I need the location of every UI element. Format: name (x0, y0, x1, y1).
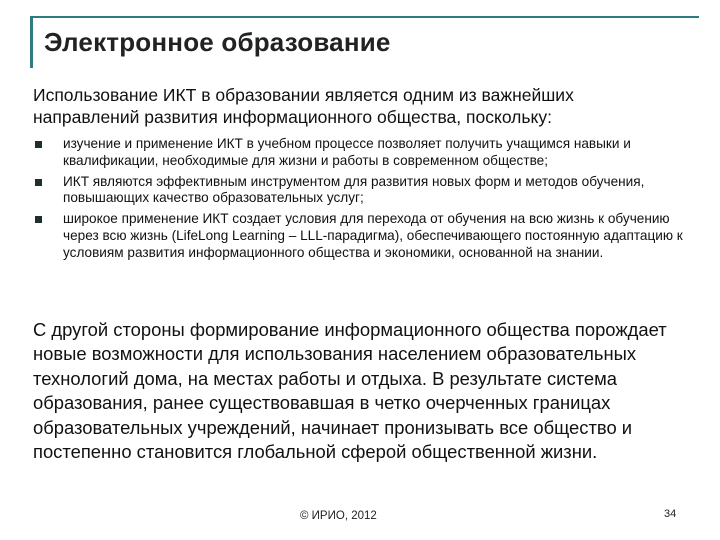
bullet-text: ИКТ являются эффективным инструментом для развития новых форм и методов обучения, повышающих качество образовательных услуг; (63, 173, 645, 206)
bullet-text: широкое применение ИКТ создает условия для перехода от обучения на всю жизнь к обучению через всю жизнь (LifeLong Learning – LLL-парадигма), обеспечивающего постоянную адаптацию к условиям развития информационного общества и экономики, основанной на знании. (63, 211, 683, 260)
square-bullet-icon (35, 216, 42, 223)
intro-paragraph: Использование ИКТ в образовании является одним из важнейших направлений развития информационного общества, поскольку: (33, 85, 574, 127)
square-bullet-icon (35, 179, 42, 186)
main-paragraph: С другой стороны формирование информационного общества порождает новые возможности для использования населением образовательных технологий дома, на местах работы и отдыха. В результате система образования, ранее существовавшая в четко очерченных границах образовательных учреждений, начинает пронизывать все общество и постепенно становится глобальной сферой общественной жизни. (33, 319, 667, 463)
bullet-text: изучение и применение ИКТ в учебном процессе позволяет получить учащимся навыки и квалификации, необходимые для жизни и работы в современном обществе; (63, 136, 631, 168)
title-frame-top-line (30, 16, 699, 18)
page-number: 34 (664, 508, 677, 520)
title-frame-left-line (30, 16, 33, 68)
square-bullet-icon (35, 141, 42, 148)
slide-title: Электронное образование (44, 27, 391, 57)
footer-copyright: © ИРИО, 2012 (300, 510, 377, 522)
bullet-item (0, 211, 703, 261)
bullet-item (0, 174, 703, 208)
bullet-item (0, 136, 703, 170)
bullet-list (0, 136, 720, 262)
